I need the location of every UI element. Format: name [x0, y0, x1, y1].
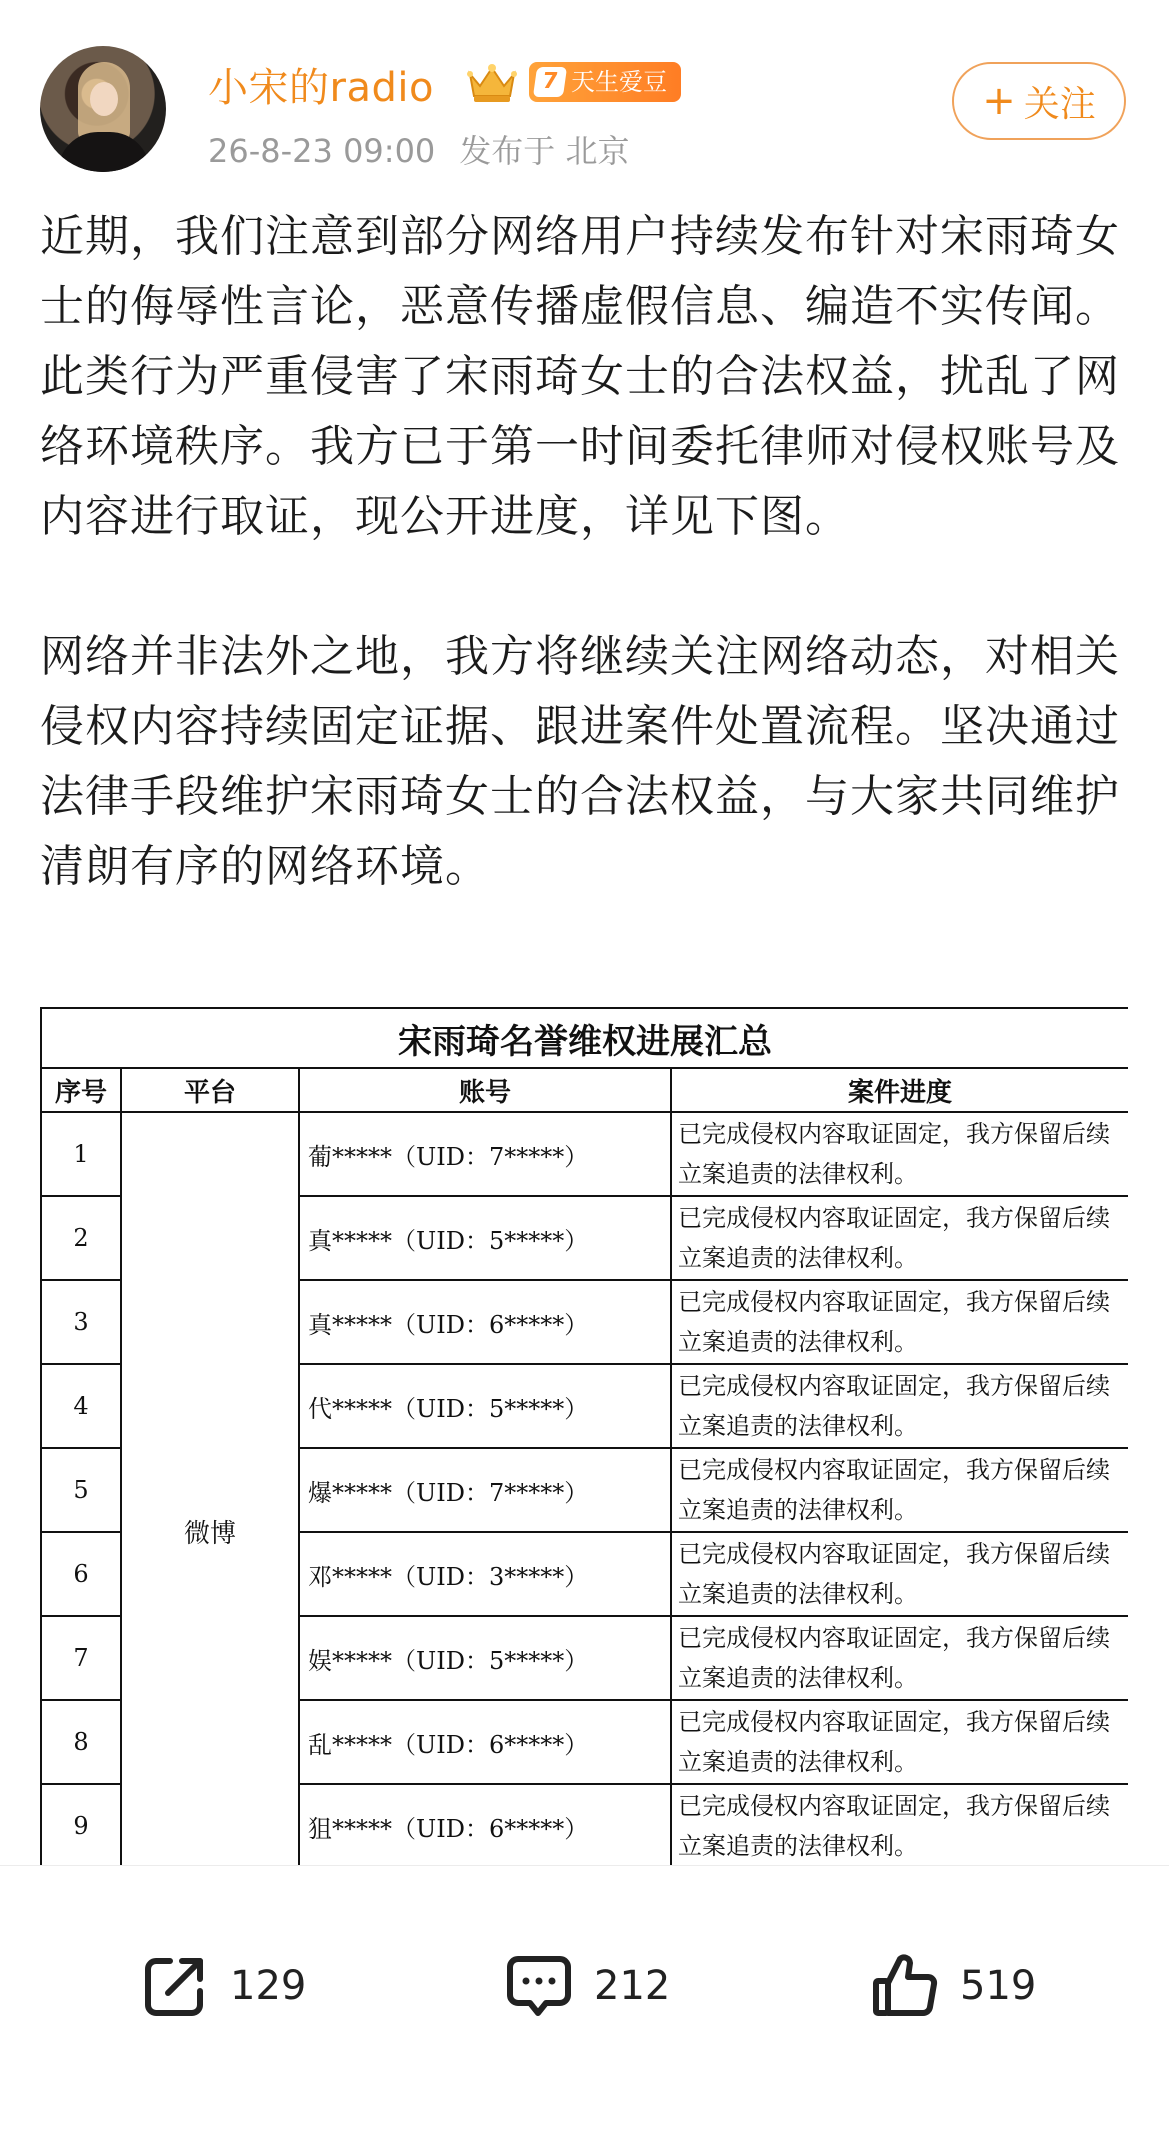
- row-account: 邓*****（UID：3*****）: [299, 1532, 671, 1616]
- report-table: [40, 1007, 1128, 1867]
- row-progress: 已完成侵权内容取证固定，我方保留后续立案追责的法律权利。: [671, 1616, 1128, 1700]
- row-num: 5: [41, 1448, 121, 1532]
- attached-image-report[interactable]: [40, 1007, 1128, 1867]
- follow-button[interactable]: [952, 62, 1126, 140]
- col-header-progress: 案件进度: [671, 1068, 1128, 1112]
- comment-button[interactable]: [502, 1946, 670, 2026]
- row-account: 狙*****（UID：6*****）: [299, 1784, 671, 1867]
- badge-text: 天生爱豆: [571, 68, 667, 96]
- row-account: 代*****（UID：5*****）: [299, 1364, 671, 1448]
- row-num: 4: [41, 1364, 121, 1448]
- row-num: 2: [41, 1196, 121, 1280]
- action-bar: [0, 1865, 1169, 2130]
- share-icon: [138, 1949, 212, 2023]
- row-account: 娱*****（UID：5*****）: [299, 1616, 671, 1700]
- share-button[interactable]: [138, 1946, 306, 2026]
- comment-count: 212: [594, 1963, 671, 2009]
- row-account: 真*****（UID：6*****）: [299, 1280, 671, 1364]
- follow-label: 关注: [1023, 83, 1096, 125]
- row-progress: 已完成侵权内容取证固定，我方保留后续立案追责的法律权利。: [671, 1532, 1128, 1616]
- row-account: 葡*****（UID：7*****）: [299, 1112, 671, 1196]
- row-progress: 已完成侵权内容取证固定，我方保留后续立案追责的法律权利。: [671, 1784, 1128, 1867]
- fan-badge[interactable]: [529, 62, 681, 102]
- share-count: 129: [230, 1963, 307, 2009]
- row-num: 3: [41, 1280, 121, 1364]
- post-paragraph-2: 网络并非法外之地，我方将继续关注网络动态，对相关侵权内容持续固定证据、跟进案件处置流程。坚决通过法律手段维护宋雨琦女士的合法权益，与大家共同维护清朗有序的网络环境。: [40, 631, 1120, 892]
- badge-level: 7: [533, 67, 567, 97]
- row-num: 7: [41, 1616, 121, 1700]
- row-account: 真*****（UID：5*****）: [299, 1196, 671, 1280]
- row-progress: 已完成侵权内容取证固定，我方保留后续立案追责的法律权利。: [671, 1280, 1128, 1364]
- post-meta: [208, 126, 629, 172]
- row-num: 9: [41, 1784, 121, 1867]
- table-row: [41, 1112, 1128, 1196]
- post-location: 发布于 北京: [459, 132, 630, 170]
- row-num: 1: [41, 1112, 121, 1196]
- row-platform: 微博: [121, 1112, 299, 1867]
- row-progress: 已完成侵权内容取证固定，我方保留后续立案追责的法律权利。: [671, 1448, 1128, 1532]
- row-progress: 已完成侵权内容取证固定，我方保留后续立案追责的法律权利。: [671, 1700, 1128, 1784]
- col-header-account: 账号: [299, 1068, 671, 1112]
- row-num: 6: [41, 1532, 121, 1616]
- post-body: [40, 202, 1130, 902]
- crown-icon: [464, 60, 520, 104]
- row-account: 爆*****（UID：7*****）: [299, 1448, 671, 1532]
- row-progress: 已完成侵权内容取证固定，我方保留后续立案追责的法律权利。: [671, 1196, 1128, 1280]
- post-date: 26-8-23 09:00: [208, 132, 436, 170]
- comment-icon: [502, 1949, 576, 2023]
- row-num: 8: [41, 1700, 121, 1784]
- col-header-platform: 平台: [121, 1068, 299, 1112]
- plus-icon: +: [982, 78, 1016, 124]
- post-header: [0, 0, 1169, 185]
- row-progress: 已完成侵权内容取证固定，我方保留后续立案追责的法律权利。: [671, 1364, 1128, 1448]
- like-button[interactable]: [868, 1946, 1036, 2026]
- row-account: 乱*****（UID：6*****）: [299, 1700, 671, 1784]
- username[interactable]: 小宋的radio: [208, 65, 434, 111]
- col-header-num: 序号: [41, 1068, 121, 1112]
- like-icon: [868, 1949, 942, 2023]
- row-progress: 已完成侵权内容取证固定，我方保留后续立案追责的法律权利。: [671, 1112, 1128, 1196]
- post-paragraph-1: 近期，我们注意到部分网络用户持续发布针对宋雨琦女士的侮辱性言论，恶意传播虚假信息、编造不实传闻。此类行为严重侵害了宋雨琦女士的合法权益，扰乱了网络环境秩序。我方已于第一时间委托律师对侵权账号及内容进行取证，现公开进度，详见下图。: [40, 211, 1120, 542]
- avatar[interactable]: [40, 46, 166, 172]
- like-count: 519: [960, 1963, 1037, 2009]
- report-title: 宋雨琦名誉维权进展汇总: [41, 1008, 1128, 1068]
